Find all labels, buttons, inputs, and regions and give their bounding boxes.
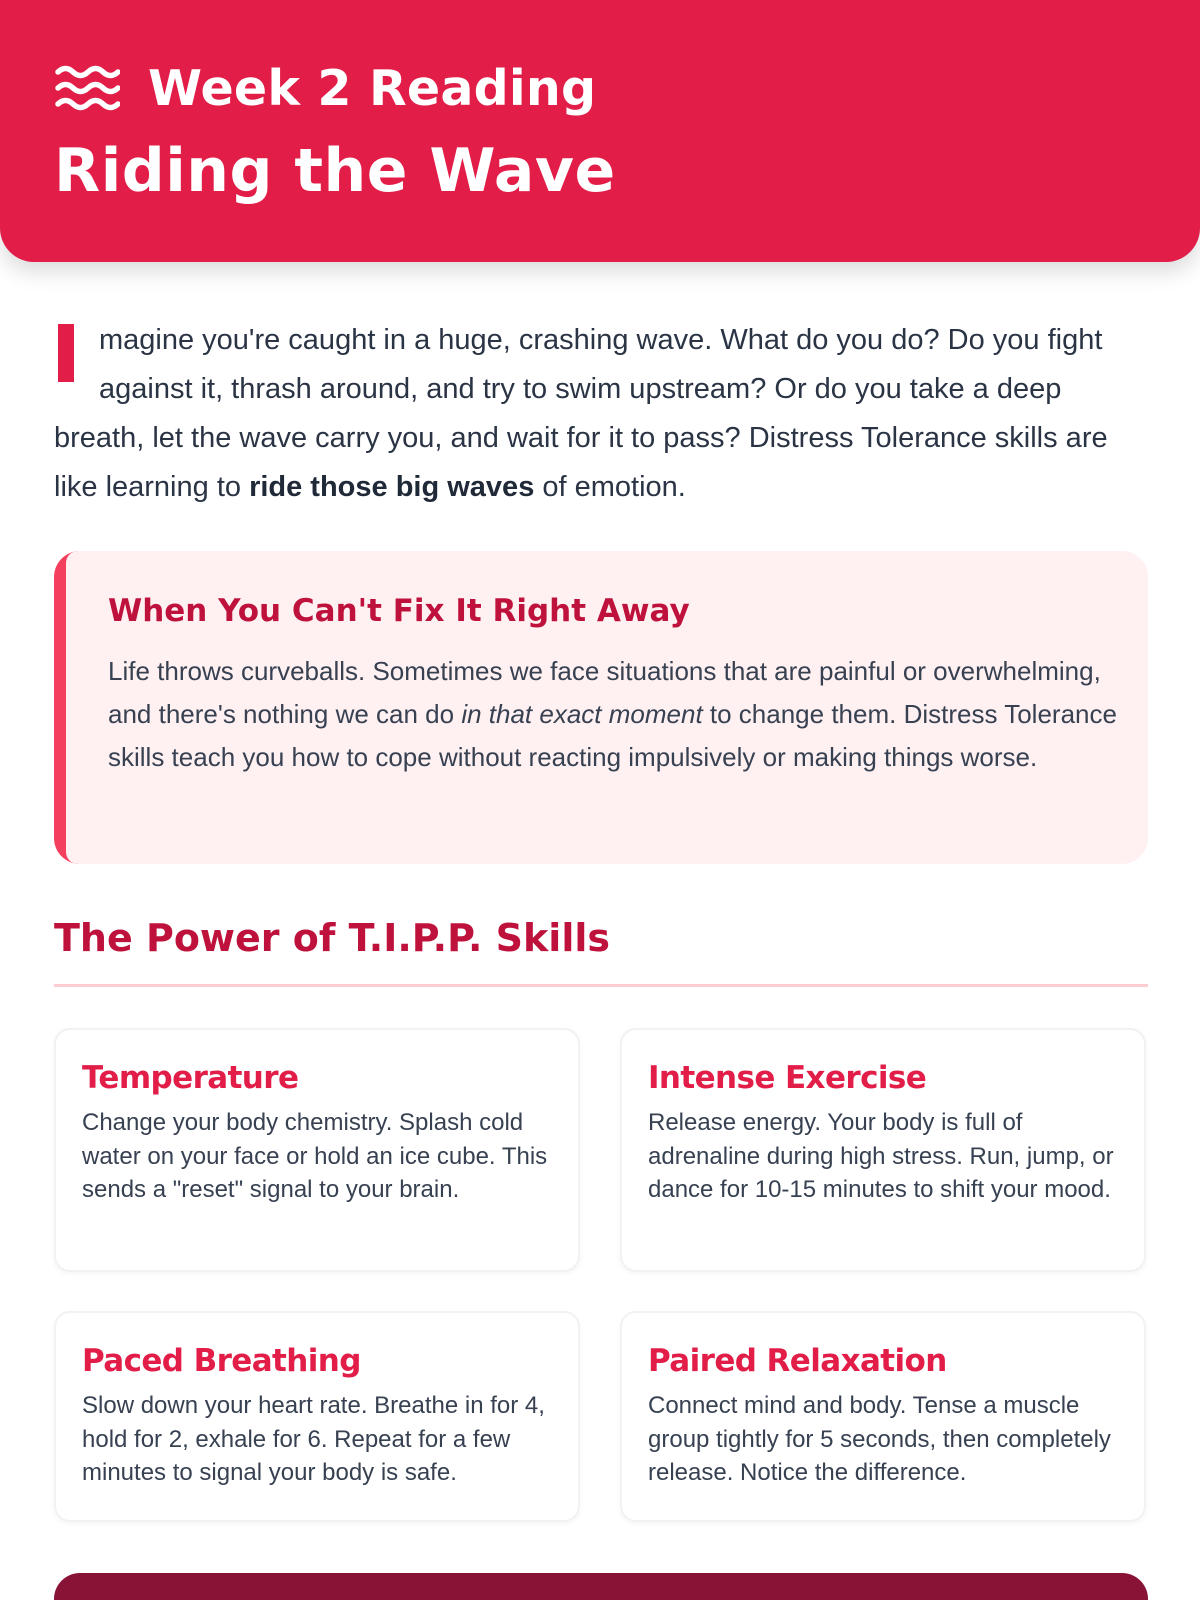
skill-card-title: Intense Exercise [648, 1060, 927, 1096]
skill-card-intense-exercise [620, 1028, 1146, 1272]
skill-card-body: Connect mind and body. Tense a muscle group tightly for 5 seconds, then completely release. Notice the difference. [648, 1392, 1111, 1486]
section-divider [54, 984, 1148, 987]
skill-card-paired-relaxation [620, 1311, 1146, 1522]
skill-card-title: Paced Breathing [82, 1343, 361, 1379]
skill-card-body: Change your body chemistry. Splash cold water on your face or hold an ice cube. This sends a "reset" signal to your brain. [82, 1109, 548, 1203]
callout-text-end: to change them. Distress Tolerance skills teach you how to cope without reacting impulsively or making things worse. [108, 699, 1117, 772]
callout-title: When You Can't Fix It Right Away [108, 593, 690, 629]
intro-text-end: of emotion. [534, 471, 686, 503]
callout-box [54, 551, 1148, 864]
skill-card-title: Paired Relaxation [648, 1343, 947, 1379]
skill-card-temperature [54, 1028, 580, 1272]
intro-paragraph [54, 316, 1146, 512]
dropcap-mark [58, 324, 74, 382]
page-title: Riding the Wave [54, 136, 616, 206]
page-header [0, 0, 1200, 262]
skill-card-paced-breathing [54, 1311, 580, 1522]
intro-text-start: magine you're caught in a huge, crashing wave. What do you do? Do you fight against it, thrash around, and try to swim upstream? Or do you take a deep breath, let the wave carry you, and wait for it to pass? Distress Tolerance skills are like learning to [54, 324, 1108, 503]
next-section-banner [54, 1573, 1148, 1600]
skill-card-body: Slow down your heart rate. Breathe in for 4, hold for 2, exhale for 6. Repeat for a few minutes to signal your body is safe. [82, 1392, 545, 1486]
skill-card-body: Release energy. Your body is full of adrenaline during high stress. Run, jump, or dance for 10-15 minutes to shift your mood. [648, 1109, 1114, 1203]
callout-body [108, 650, 1118, 779]
skill-card-title: Temperature [82, 1060, 299, 1096]
intro-highlight: ride those big waves [249, 471, 535, 503]
waves-icon [54, 63, 120, 113]
callout-accent-bar [54, 551, 78, 864]
week-label: Week 2 Reading [148, 59, 597, 117]
callout-text-start: Life throws curveballs. Sometimes we face situations that are painful or overwhelming, and there's nothing we can do [108, 656, 1101, 729]
section-title: The Power of T.I.P.P. Skills [54, 916, 610, 960]
week-label-row [54, 56, 596, 120]
callout-emphasis: in that exact moment [461, 699, 703, 729]
